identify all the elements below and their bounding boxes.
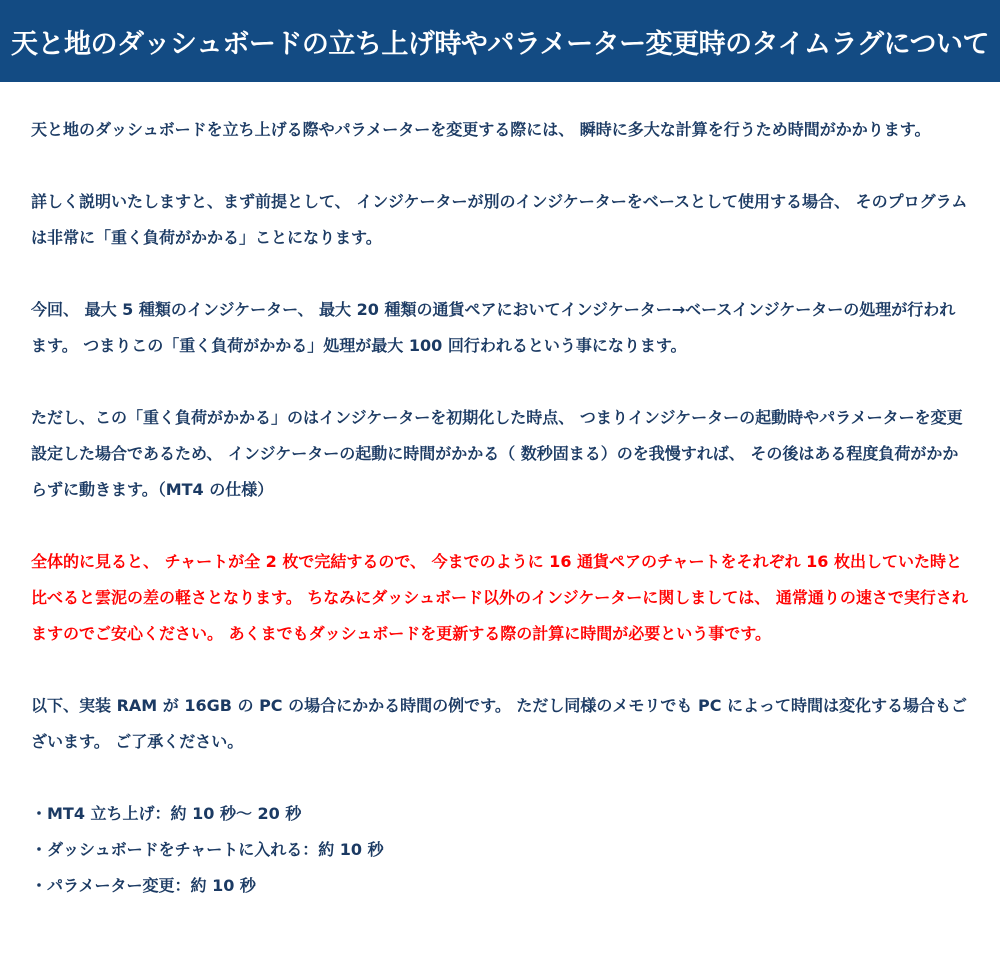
time-examples-list: [31, 796, 971, 904]
paragraph-intro: 天と地のダッシュボードを立ち上げる際やパラメーターを変更する際には、 瞬時に多大な計算を行うため時間がかかります。: [31, 120, 931, 139]
title-banner: [0, 0, 1000, 82]
list-item-mt4-startup: ・MT4 立ち上げ：約 10 秒～ 20 秒: [31, 804, 302, 823]
list-item-parameter-change: ・パラメーター変更：約 10 秒: [31, 876, 256, 895]
page-title: 天と地のダッシュボードの立ち上げ時やパラメーター変更時のタイムラグについて: [10, 28, 990, 60]
paragraph-initialization: ただし、この「重く負荷がかかる」のはインジケーターを初期化した時点、 つまりインジケーターの起動時やパラメーターを変更設定した場合であるため、 インジケーターの起動に時間がかかる（ 数秒固まる）のを我慢すれば、 その後はある程度負荷がかからずに動きます。（MT4 の仕様）: [31, 408, 963, 499]
paragraph-highlight-note: 全体的に見ると、 チャートが全 2 枚で完結するので、 今までのように 16 通貨ペアのチャートをそれぞれ 16 枚出していた時と比べると雲泥の差の軽さとなります。 ちなみにダッシュボード以外のインジケーターに関しましては、 通常通りの速さで実行されますのでご安心ください。 あくまでもダッシュボードを更新する際の計算に時間が必要という事です。: [31, 552, 968, 643]
paragraph-premise: 詳しく説明いたしますと、まず前提として、 インジケーターが別のインジケーターをベースとして使用する場合、 そのプログラムは非常に「重く負荷がかかる」ことになります。: [31, 192, 968, 247]
article-body: [31, 112, 971, 904]
paragraph-time-examples-intro: 以下、実装 RAM が 16GB の PC の場合にかかる時間の例です。 ただし同様のメモリでも PC によって時間は変化する場合もございます。 ご了承ください。: [31, 696, 968, 751]
list-item-dashboard-load: ・ダッシュボードをチャートに入れる：約 10 秒: [31, 840, 384, 859]
paragraph-processing: 今回、 最大 5 種類のインジケーター、 最大 20 種類の通貨ペアにおいてインジケーター→ベースインジケーターの処理が行われます。 つまりこの「重く負荷がかかる」処理が最大 100 回行われるという事になります。: [31, 300, 956, 355]
